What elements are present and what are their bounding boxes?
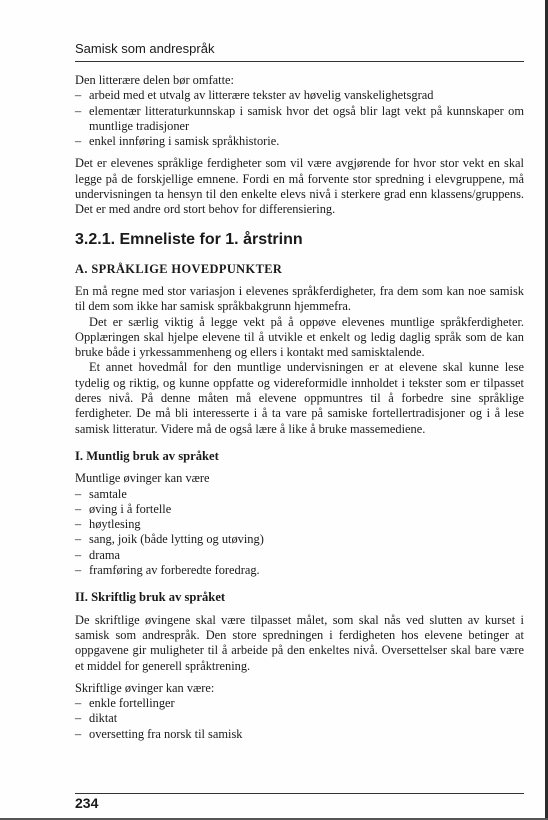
header-divider: [75, 61, 524, 62]
list-item: – drama: [75, 548, 524, 563]
part-a-heading: A. SPRÅKLIGE HOVEDPUNKTER: [75, 261, 283, 276]
list-item: – diktat: [75, 711, 524, 726]
list-item: – samtale: [75, 487, 524, 502]
list-item: – elementær litteraturkunnskap i samisk hvor det også blir lagt vekt på kunnskaper om muntlige tradisjoner: [75, 104, 524, 135]
page-body: [75, 73, 524, 742]
part-2-heading: II. Skriftlig bruk av språket: [75, 590, 226, 605]
list-item: – enkle fortellinger: [75, 696, 524, 711]
list-item: – enkel innføring i samisk språkhistorie.: [75, 134, 524, 149]
list-item: – sang, joik (både lytting og utøving): [75, 532, 524, 547]
footer-divider: [75, 793, 524, 794]
part-a-paragraph: En må regne med stor variasjon i elevenes språkferdigheter, fra dem som kan noe samisk til dem som ikke har samisk språkbakgrunn hjemmefra.: [75, 283, 524, 314]
intro-paragraph: Det er elevenes språklige ferdigheter som vil være avgjørende for hvor stor vekt en skal legge på de forskjellige emnene. Fordi en må forvente stor spredning i elevgruppene, må undervisningen ta hensyn til den enkelte elevs nivå i sterkere grad enn klassens/gruppens. Det er med andre ord stort behov for differensiering.: [75, 156, 524, 217]
page-number: 234: [75, 795, 99, 811]
running-header: Samisk som andrespråk: [75, 41, 215, 56]
part-2-paragraph: De skriftlige øvingene skal være tilpasset målet, som skal nås ved slutten av kurset i samisk som andrespråk. Den store spredningen i ferdigheten hos elevene betinger at oppgavene gir muligheter til å arbeide på den enkeltes nivå. Oversettelser skal bare være et middel for generell språktrening.: [75, 612, 524, 673]
part-a-paragraph: Et annet hovedmål for den muntlige undervisningen er at elevene skal kunne lese tydelig og riktig, og kunne oppfatte og videreformidle innholdet i tekster som er tilpasset deres nivå. På denne måten må elevene oppmuntres til å forbedre sine språklige ferdigheter. De må bli interesserte i å ta vare på samiske fortellertradisjoner og i å lese samisk litteratur. Videre må de også lære å like å bruke massemediene.: [75, 360, 524, 436]
part-2-lead: Skriftlige øvinger kan være:: [75, 680, 215, 695]
intro-list: [75, 88, 524, 149]
part-a-paragraph: Det er særlig viktig å legge vekt på å oppøve elevenes muntlige språkferdigheter. Opplæringen skal hjelpe elevene til å utvikle et enkelt og ledig daglig språk som de kan bruke både i yrkessammenheng og ellers i kontakt med samisktalende.: [75, 314, 524, 360]
list-item: – arbeid med et utvalg av litterære tekster av høvelig vanskelighetsgrad: [75, 88, 524, 103]
part-1-heading: I. Muntlig bruk av språket: [75, 448, 219, 463]
list-item: – oversetting fra norsk til samisk: [75, 727, 524, 742]
intro-lead: Den litterære delen bør omfatte:: [75, 73, 234, 87]
list-item: – øving i å fortelle: [75, 502, 524, 517]
list-item: – framføring av forberedte foredrag.: [75, 563, 524, 578]
list-item: – høytlesing: [75, 517, 524, 532]
part-2-list: [75, 696, 524, 742]
part-1-lead: Muntlige øvinger kan være: [75, 471, 210, 486]
section-title: 3.2.1. Emneliste for 1. årstrinn: [75, 230, 303, 248]
part-1-list: [75, 487, 524, 579]
